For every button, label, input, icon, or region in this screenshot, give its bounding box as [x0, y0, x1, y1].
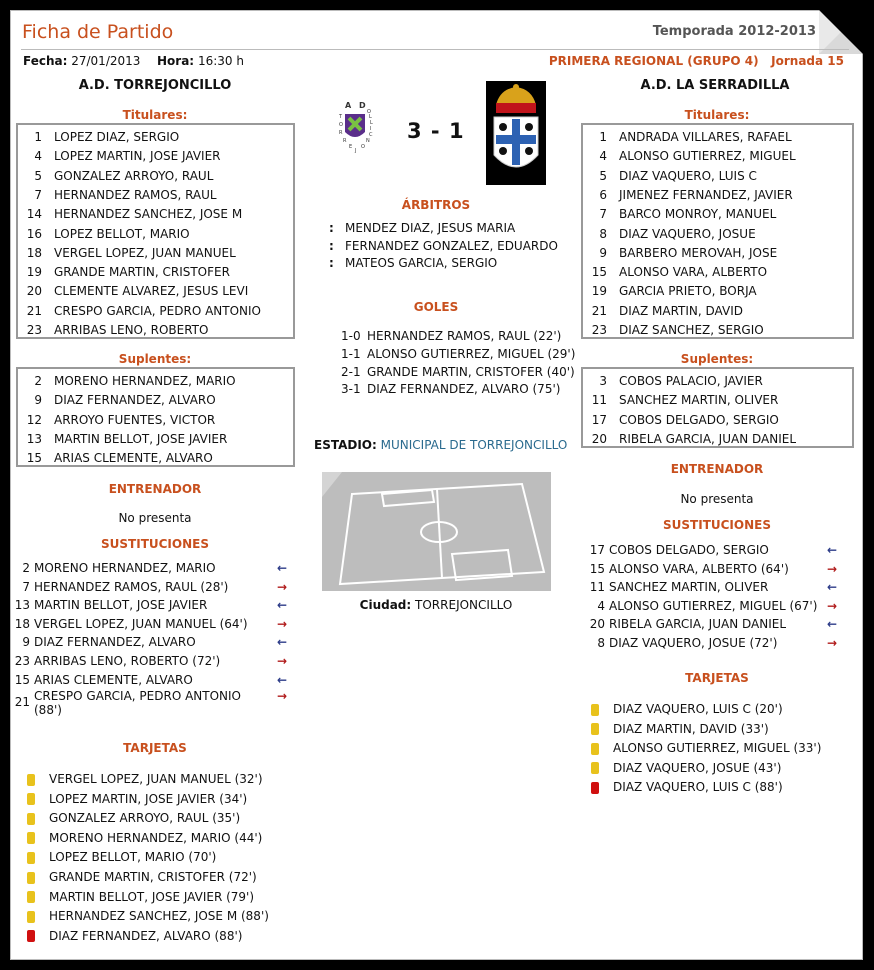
- player-number: 16: [26, 226, 42, 241]
- yellow-card-icon: [27, 852, 35, 864]
- player-row: [18, 449, 213, 468]
- city-info: Ciudad: TORREJONCILLO: [359, 598, 513, 612]
- player-name: ARIAS CLEMENTE, ALVARO: [34, 672, 193, 687]
- arrow-left-icon: ←: [277, 561, 288, 575]
- player-name: SANCHEZ MARTIN, OLIVER: [619, 393, 779, 408]
- player-row: [583, 167, 757, 186]
- player-number: 6: [599, 187, 607, 202]
- player-row: [18, 321, 208, 340]
- match-sheet: [10, 10, 863, 960]
- away-substitutions-heading: SUSTITUCIONES: [663, 518, 771, 532]
- svg-text:E: E: [349, 144, 353, 150]
- player-row: [583, 186, 793, 205]
- player-row: [583, 225, 756, 244]
- card-player: GONZALEZ ARROYO, RAUL (35'): [49, 811, 241, 826]
- player-name: RIBELA GARCIA, JUAN DANIEL: [609, 617, 787, 632]
- card-player: HERNANDEZ SANCHEZ, JOSE M (88'): [49, 909, 269, 924]
- player-name: ANDRADA VILLARES, RAFAEL: [619, 130, 792, 144]
- goal-scorer: GRANDE MARTIN, CRISTOFER (40'): [367, 364, 575, 379]
- referee-row: [329, 254, 497, 273]
- referees-heading: ÁRBITROS: [401, 198, 471, 212]
- player-name: RIBELA GARCIA, JUAN DANIEL: [619, 431, 797, 446]
- player-row: [18, 411, 215, 430]
- player-row: [583, 263, 767, 282]
- player-row: [18, 167, 213, 186]
- player-name: BARCO MONROY, MANUEL: [619, 207, 777, 222]
- card-row: [27, 888, 254, 907]
- player-name: GARCIA PRIETO, BORJA: [619, 284, 757, 299]
- player-row: [583, 391, 778, 410]
- minute-label: (88'): [34, 703, 62, 718]
- goal-score: 1-1: [341, 346, 361, 361]
- svg-text:T: T: [339, 114, 343, 120]
- player-number: 20: [589, 617, 605, 632]
- player-number: 9: [34, 393, 42, 408]
- player-number: 7: [34, 187, 42, 202]
- player-number: 21: [14, 695, 30, 710]
- substitution-row: [11, 559, 299, 578]
- player-number: 11: [591, 393, 607, 408]
- player-name: DIAZ VAQUERO, JOSUE (72'): [609, 636, 778, 650]
- card-row: [591, 759, 781, 778]
- card-row: [591, 739, 821, 758]
- player-name: HERNANDEZ RAMOS, RAUL: [54, 187, 217, 202]
- home-coach: No presenta: [118, 511, 192, 525]
- svg-text:I: I: [370, 126, 372, 132]
- player-number: 5: [34, 168, 42, 183]
- arrow-left-icon: ←: [277, 635, 288, 650]
- player-name: MARTIN BELLOT, JOSE JAVIER: [54, 431, 228, 446]
- goal-scorer: DIAZ FERNANDEZ, ALVARO (75'): [367, 382, 561, 397]
- substitution-row: [11, 633, 299, 652]
- player-number: 14: [26, 207, 42, 222]
- svg-text:R: R: [339, 130, 343, 136]
- card-row: [27, 868, 257, 887]
- pitch-image: [322, 472, 551, 591]
- player-row: [18, 302, 261, 321]
- player-number: 23: [26, 323, 42, 337]
- home-cards-list: [27, 770, 297, 950]
- player-row: [583, 205, 776, 224]
- away-starters-heading: Titulares:: [684, 108, 750, 122]
- player-row: [583, 411, 779, 430]
- card-player: LOPEZ MARTIN, JOSE JAVIER (34'): [49, 791, 248, 806]
- home-subs-heading: Suplentes:: [118, 352, 192, 366]
- referee-name: MENDEZ DIAZ, JESUS MARIA: [345, 221, 516, 235]
- player-row: [583, 321, 764, 340]
- yellow-card-icon: [591, 723, 599, 735]
- player-name: GONZALEZ ARROYO, RAUL: [54, 168, 214, 183]
- player-row: [583, 372, 763, 391]
- match-score: 3 - 1: [407, 119, 465, 143]
- card-player: DIAZ VAQUERO, LUIS C (88'): [613, 780, 783, 795]
- yellow-card-icon: [27, 872, 35, 884]
- player-number: 21: [591, 303, 607, 318]
- competition: PRIMERA REGIONAL (GRUPO 4) Jornada 15: [548, 54, 844, 68]
- player-name: LOPEZ BELLOT, MARIO: [54, 226, 190, 241]
- card-player: GRANDE MARTIN, CRISTOFER (72'): [49, 870, 257, 884]
- arrow-right-icon: →: [277, 654, 288, 668]
- away-crest-icon: [486, 81, 546, 185]
- yellow-card-icon: [591, 762, 599, 774]
- red-card-icon: [591, 782, 599, 794]
- player-name: LOPEZ DIAZ, SERGIO: [54, 130, 180, 144]
- player-name: LOPEZ MARTIN, JOSE JAVIER: [54, 149, 221, 164]
- player-number: 15: [26, 451, 42, 466]
- card-player: LOPEZ BELLOT, MARIO (70'): [49, 850, 217, 865]
- stadium-link[interactable]: MUNICIPAL DE TORREJONCILLO: [380, 438, 568, 452]
- player-row: [18, 430, 227, 449]
- card-player: MARTIN BELLOT, JOSE JAVIER (79'): [49, 889, 255, 904]
- player-number: 23: [591, 323, 607, 337]
- player-name: HERNANDEZ RAMOS, RAUL (28'): [34, 579, 229, 594]
- player-number: 17: [589, 543, 605, 557]
- player-number: 4: [597, 598, 605, 613]
- svg-text:O: O: [367, 109, 371, 115]
- svg-text:O: O: [361, 144, 365, 150]
- card-player: DIAZ VAQUERO, JOSUE (43'): [613, 760, 782, 775]
- home-cards-heading: TARJETAS: [123, 741, 187, 755]
- home-substitutions-list: [11, 559, 299, 729]
- arrow-right-icon: →: [277, 616, 288, 631]
- yellow-card-icon: [591, 704, 599, 716]
- player-name: CRESPO GARCIA, PEDRO ANTONIO: [34, 689, 241, 704]
- player-row: [583, 244, 777, 263]
- bullet-colon: :: [329, 238, 334, 253]
- arrow-left-icon: ←: [827, 580, 838, 595]
- player-number: 21: [26, 303, 42, 318]
- player-number: 17: [591, 412, 607, 427]
- player-row: [18, 391, 216, 410]
- player-number: 7: [599, 207, 607, 222]
- yellow-card-icon: [27, 832, 35, 844]
- arrow-right-icon: →: [277, 579, 288, 594]
- player-number: 5: [599, 168, 607, 183]
- player-number: 15: [14, 672, 30, 687]
- player-number: 4: [34, 149, 42, 164]
- card-row: [27, 927, 242, 946]
- player-name: COBOS DELGADO, SERGIO: [619, 412, 779, 427]
- referees-list: [329, 219, 569, 275]
- player-number: 15: [591, 265, 607, 280]
- player-name: DIAZ SANCHEZ, SERGIO: [619, 323, 764, 337]
- yellow-card-icon: [27, 891, 35, 903]
- player-row: [18, 372, 236, 391]
- player-row: [18, 147, 221, 166]
- away-cards-heading: TARJETAS: [685, 671, 749, 685]
- svg-text:D: D: [359, 101, 366, 110]
- goal-row: [341, 327, 561, 346]
- player-number: 8: [597, 636, 605, 650]
- player-name: ALONSO VARA, ALBERTO (64'): [609, 561, 789, 576]
- svg-text:N: N: [366, 138, 370, 144]
- match-time: Hora: 16:30 h: [157, 54, 244, 68]
- player-number: 18: [14, 616, 30, 631]
- substitution-row: [583, 634, 845, 653]
- goal-score: 3-1: [341, 382, 361, 397]
- svg-text:O: O: [339, 122, 343, 128]
- player-name: CRESPO GARCIA, PEDRO ANTONIO: [54, 303, 261, 318]
- substitution-row: [11, 671, 299, 690]
- player-name: MARTIN BELLOT, JOSE JAVIER: [34, 598, 208, 613]
- goal-row: [341, 363, 575, 382]
- player-number: 23: [14, 654, 30, 668]
- card-row: [27, 809, 240, 828]
- card-player: DIAZ FERNANDEZ, ALVARO (88'): [49, 928, 243, 943]
- player-name: DIAZ FERNANDEZ, ALVARO: [54, 393, 216, 408]
- substitution-row: [11, 689, 299, 718]
- player-row: [583, 128, 792, 147]
- stadium-image: [322, 472, 551, 591]
- bullet-colon: :: [329, 256, 334, 270]
- away-starters-list: [581, 123, 854, 339]
- away-subs-heading: Suplentes:: [680, 352, 754, 366]
- arrow-right-icon: →: [827, 598, 838, 613]
- player-name: COBOS DELGADO, SERGIO: [609, 543, 769, 557]
- player-number: 15: [589, 561, 605, 576]
- home-substitutions-heading: SUSTITUCIONES: [101, 537, 209, 551]
- player-number: 7: [22, 579, 30, 594]
- svg-text:L: L: [369, 114, 372, 120]
- player-name: MORENO HERNANDEZ, MARIO: [54, 374, 236, 388]
- player-row: [583, 282, 757, 301]
- player-number: 18: [26, 245, 42, 260]
- player-name: DIAZ VAQUERO, LUIS C: [619, 168, 757, 183]
- arrow-left-icon: ←: [277, 598, 288, 613]
- goal-row: [341, 380, 560, 399]
- substitution-row: [583, 541, 845, 560]
- substitution-row: [583, 597, 845, 616]
- player-name: COBOS PALACIO, JAVIER: [619, 374, 763, 388]
- bullet-colon: :: [329, 221, 334, 235]
- player-name: MORENO HERNANDEZ, MARIO: [34, 561, 216, 575]
- away-crest: [486, 81, 546, 185]
- player-number: 20: [26, 284, 42, 299]
- player-name: HERNANDEZ SANCHEZ, JOSE M: [54, 207, 243, 222]
- svg-text:J: J: [355, 148, 357, 154]
- match-date: Fecha: 27/01/2013: [23, 54, 141, 68]
- away-coach-heading: ENTRENADOR: [670, 462, 764, 476]
- player-name: ALONSO GUTIERREZ, MIGUEL: [619, 149, 796, 164]
- player-name: ARRIBAS LENO, ROBERTO: [54, 323, 209, 337]
- player-name: JIMENEZ FERNANDEZ, JAVIER: [619, 187, 793, 202]
- player-name: DIAZ FERNANDEZ, ALVARO: [34, 635, 196, 650]
- player-number: 8: [599, 226, 607, 241]
- player-row: [583, 430, 796, 449]
- card-row: [27, 829, 262, 848]
- player-name: GRANDE MARTIN, CRISTOFER: [54, 265, 230, 280]
- card-row: [27, 770, 263, 789]
- player-number: 19: [591, 284, 607, 299]
- home-starters-list: [16, 123, 295, 339]
- substitution-row: [583, 615, 845, 634]
- goal-score: 1-0: [341, 329, 361, 343]
- player-name: ARRIBAS LENO, ROBERTO (72'): [34, 654, 221, 668]
- goal-score: 2-1: [341, 364, 361, 379]
- stadium-info: ESTADIO: MUNICIPAL DE TORREJONCILLO: [314, 438, 568, 452]
- goals-list: [341, 327, 576, 403]
- season-label: Temporada 2012-2013: [652, 24, 816, 39]
- player-number: 11: [589, 580, 605, 595]
- header-divider: [21, 49, 849, 50]
- card-row: [591, 778, 783, 797]
- player-name: SANCHEZ MARTIN, OLIVER: [609, 580, 769, 595]
- away-subs-list: [581, 367, 854, 448]
- card-row: [591, 700, 783, 719]
- arrow-left-icon: ←: [277, 672, 288, 687]
- goal-row: [341, 345, 575, 364]
- arrow-right-icon: →: [827, 636, 838, 650]
- player-number: 13: [14, 598, 30, 613]
- player-number: 1: [599, 130, 607, 144]
- player-name: VERGEL LOPEZ, JUAN MANUEL: [54, 245, 236, 260]
- away-substitutions-list: [583, 541, 845, 661]
- away-coach: No presenta: [680, 492, 754, 506]
- referee-row: [329, 237, 558, 256]
- goals-heading: GOLES: [413, 300, 459, 314]
- player-name: ALONSO GUTIERREZ, MIGUEL (67'): [609, 598, 818, 613]
- yellow-card-icon: [27, 911, 35, 923]
- player-number: 13: [26, 431, 42, 446]
- home-team-name: A.D. TORREJONCILLO: [78, 78, 232, 93]
- player-number: 2: [22, 561, 30, 575]
- player-name: DIAZ MARTIN, DAVID: [619, 303, 743, 318]
- svg-text:L: L: [370, 120, 373, 126]
- svg-text:R: R: [343, 138, 347, 144]
- home-crest-icon: [331, 98, 383, 158]
- home-coach-heading: ENTRENADOR: [108, 482, 202, 496]
- player-number: 12: [26, 412, 42, 427]
- card-row: [27, 848, 216, 867]
- page-corner-fold: [819, 10, 863, 54]
- player-number: 9: [22, 635, 30, 650]
- card-player: MORENO HERNANDEZ, MARIO (44'): [49, 830, 263, 845]
- yellow-card-icon: [27, 793, 35, 805]
- card-player: ALONSO GUTIERREZ, MIGUEL (33'): [613, 741, 822, 756]
- player-name: CLEMENTE ALVAREZ, JESUS LEVI: [54, 284, 249, 299]
- player-row: [583, 147, 796, 166]
- player-number: 20: [591, 431, 607, 446]
- card-player: VERGEL LOPEZ, JUAN MANUEL (32'): [49, 772, 263, 786]
- card-row: [27, 790, 247, 809]
- home-starters-heading: Titulares:: [122, 108, 188, 122]
- referee-name: MATEOS GARCIA, SERGIO: [345, 256, 498, 270]
- card-player: DIAZ VAQUERO, LUIS C (20'): [613, 702, 783, 716]
- player-number: 3: [599, 374, 607, 388]
- card-player: DIAZ MARTIN, DAVID (33'): [613, 721, 769, 736]
- player-row: [18, 263, 230, 282]
- player-number: 1: [34, 130, 42, 144]
- arrow-left-icon: ←: [827, 543, 838, 557]
- player-name: ALONSO VARA, ALBERTO: [619, 265, 768, 280]
- arrow-left-icon: ←: [827, 617, 838, 632]
- goal-scorer: ALONSO GUTIERREZ, MIGUEL (29'): [367, 346, 576, 361]
- substitution-row: [11, 615, 299, 634]
- red-card-icon: [27, 930, 35, 942]
- yellow-card-icon: [27, 813, 35, 825]
- player-name: ARROYO FUENTES, VICTOR: [54, 412, 216, 427]
- home-subs-list: [16, 367, 295, 467]
- card-row: [591, 720, 769, 739]
- substitution-row: [11, 596, 299, 615]
- away-team-name: A.D. LA SERRADILLA: [640, 78, 790, 93]
- goal-scorer: HERNANDEZ RAMOS, RAUL (22'): [367, 329, 562, 343]
- player-number: 9: [599, 245, 607, 260]
- yellow-card-icon: [27, 774, 35, 786]
- substitution-row: [11, 578, 299, 597]
- arrow-right-icon: →: [277, 689, 288, 704]
- yellow-card-icon: [591, 743, 599, 755]
- svg-text:C: C: [369, 132, 373, 138]
- player-name: VERGEL LOPEZ, JUAN MANUEL (64'): [34, 616, 248, 631]
- substitution-row: [583, 578, 845, 597]
- player-name: DIAZ VAQUERO, JOSUE: [619, 226, 756, 241]
- away-cards-list: [591, 700, 851, 800]
- player-number: 19: [26, 265, 42, 280]
- arrow-right-icon: →: [827, 561, 838, 576]
- player-number: 2: [34, 374, 42, 388]
- player-number: 4: [599, 149, 607, 164]
- svg-text:A: A: [345, 101, 352, 110]
- player-row: [18, 225, 190, 244]
- home-crest: [331, 98, 383, 158]
- player-name: ARIAS CLEMENTE, ALVARO: [54, 451, 213, 466]
- referee-row: [329, 219, 515, 238]
- card-row: [27, 907, 269, 926]
- substitution-row: [11, 652, 299, 671]
- player-row: [18, 186, 217, 205]
- player-row: [18, 128, 179, 147]
- referee-name: FERNANDEZ GONZALEZ, EDUARDO: [345, 238, 558, 253]
- substitution-row: [583, 560, 845, 579]
- player-row: [18, 282, 248, 301]
- player-name: BARBERO MEROVAH, JOSE: [619, 245, 778, 260]
- player-row: [18, 205, 242, 224]
- player-row: [583, 302, 743, 321]
- page-title: Ficha de Partido: [22, 21, 174, 43]
- player-row: [18, 244, 236, 263]
